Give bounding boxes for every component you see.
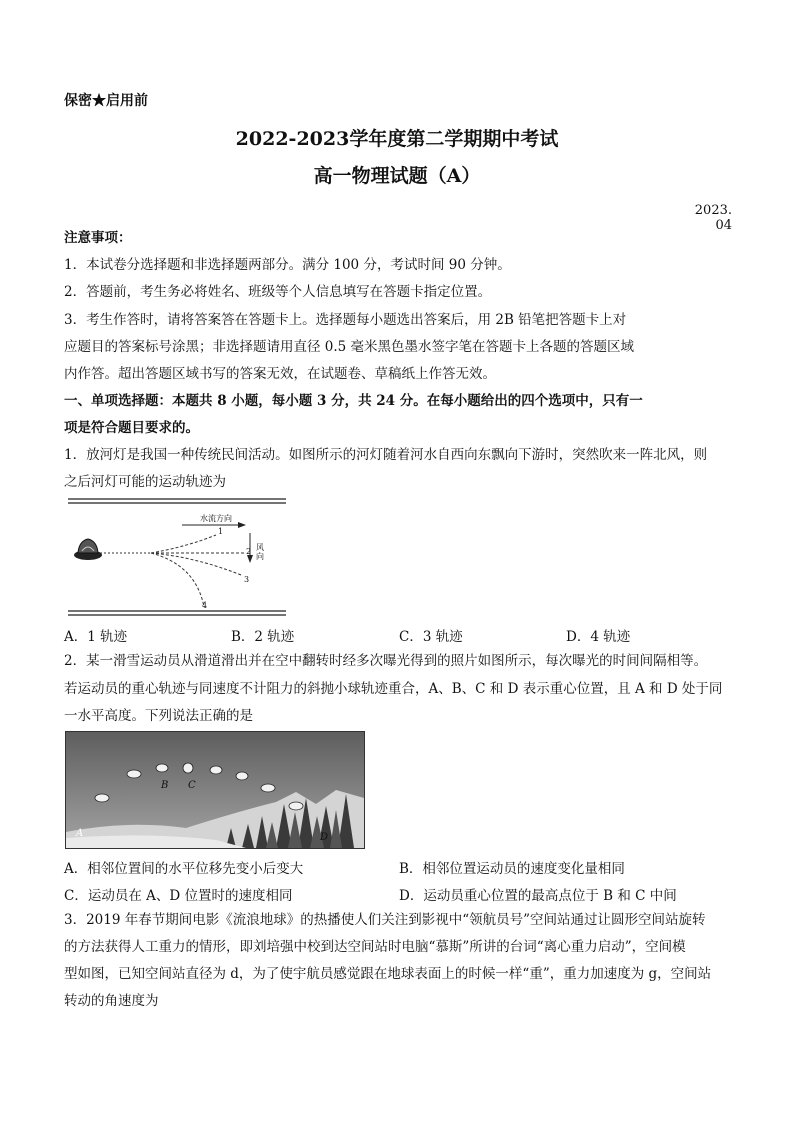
exam-subtitle: 高一物理试题（A） — [313, 165, 481, 187]
q1-figure — [66, 495, 288, 619]
exam-title: 2022-2023学年度第二学期期中考试 — [235, 128, 559, 150]
q1-option-c[interactable]: C．3 轨迹 — [399, 629, 463, 645]
ski-jump-photo-icon — [66, 732, 364, 848]
q1-option-d[interactable]: D．4 轨迹 — [566, 629, 631, 645]
trajectory-label-3: 3 — [244, 575, 250, 584]
section-1-heading-line-2: 项是符合题目要求的。 — [64, 420, 199, 436]
q1-option-b[interactable]: B．2 轨迹 — [231, 629, 295, 645]
trajectory-label-4: 4 — [202, 601, 208, 610]
note-item-1: 1．本试卷分选择题和非选择题两部分。满分 100 分，考试时间 90 分钟。 — [64, 257, 511, 273]
wind-direction-label: 风向 — [256, 543, 264, 561]
river-diagram — [66, 495, 288, 619]
q1-stem-line-1: 1．放河灯是我国一种传统民间活动。如图所示的河灯随着河水自西向东飘向下游时，突然吹来一阵北风，则 — [64, 447, 708, 463]
exam-date: 2023. 04 — [694, 203, 732, 233]
trajectory-label-1: 1 — [218, 527, 224, 536]
q3-stem-line-3: 型如图，已知空间站直径为 d，为了使宇航员感觉跟在地球表面上的时候一样“重”，重力加速度为 g，空间站 — [64, 966, 712, 982]
q3-stem-line-2: 的方法获得人工重力的情形，即刘培强中校到达空间站时电脑“慕斯”所讲的台词“离心重力启动”，空间模 — [64, 939, 686, 955]
q2-option-b[interactable]: B．相邻位置运动员的速度变化量相同 — [399, 861, 625, 877]
note-item-2: 2．答题前，考生务必将姓名、班级等个人信息填写在答题卡指定位置。 — [64, 284, 492, 300]
q2-photo — [65, 731, 365, 849]
q1-option-a[interactable]: A．1 轨迹 — [64, 629, 128, 645]
q2-option-a[interactable]: A．相邻位置间的水平位移先变小后变大 — [64, 861, 304, 877]
trajectory-label-2: 2 — [246, 547, 252, 556]
confidential-label: 保密★启用前 — [64, 93, 148, 109]
lantern-icon — [78, 539, 98, 553]
notes-heading: 注意事项： — [64, 230, 132, 246]
note-item-3-line-2: 应题目的答案标号涂黑；非选择题请用直径 0.5 毫米黑色墨水签字笔在答题卡上各题的答题区域 — [64, 339, 635, 355]
q2-stem-line-1: 2．某一滑雪运动员从滑道滑出并在空中翻转时经多次曝光得到的照片如图所示，每次曝光的时间间隔相等。 — [64, 653, 708, 669]
q1-stem-line-2: 之后河灯可能的运动轨迹为 — [64, 474, 226, 490]
q3-stem-line-4: 转动的角速度为 — [64, 993, 159, 1009]
q2-stem-line-3: 一水平高度。下列说法正确的是 — [64, 708, 253, 724]
note-item-3-line-1: 3．考生作答时，请将答案答在答题卡上。选择题每小题选出答案后，用 2B 铅笔把答题卡上对 — [64, 312, 627, 328]
q2-stem-line-2: 若运动员的重心轨迹与同速度不计阻力的斜抛小球轨迹重合，A、B、C 和 D 表示重心位置，且 A 和 D 处于同 — [64, 681, 723, 697]
position-label-c: C — [188, 780, 196, 791]
q2-option-c[interactable]: C．运动员在 A、D 位置时的速度相同 — [64, 888, 293, 904]
q2-option-d[interactable]: D．运动员重心位置的最高点位于 B 和 C 中间 — [399, 888, 677, 904]
flow-direction-label: 水流方向 — [200, 514, 232, 523]
note-item-3-line-3: 内作答。超出答题区域书写的答案无效，在试题卷、草稿纸上作答无效。 — [64, 366, 496, 382]
section-1-heading-line-1: 一、单项选择题：本题共 8 小题，每小题 3 分，共 24 分。在每小题给出的四个选项中，只有一 — [64, 393, 643, 409]
q3-stem-line-1: 3．2019 年春节期间电影《流浪地球》的热播使人们关注到影视中“领航员号”空间站通过让圆形空间站旋转 — [64, 912, 706, 928]
position-label-d: D — [320, 832, 329, 843]
position-label-a: A — [76, 828, 84, 839]
position-label-b: B — [161, 780, 169, 791]
